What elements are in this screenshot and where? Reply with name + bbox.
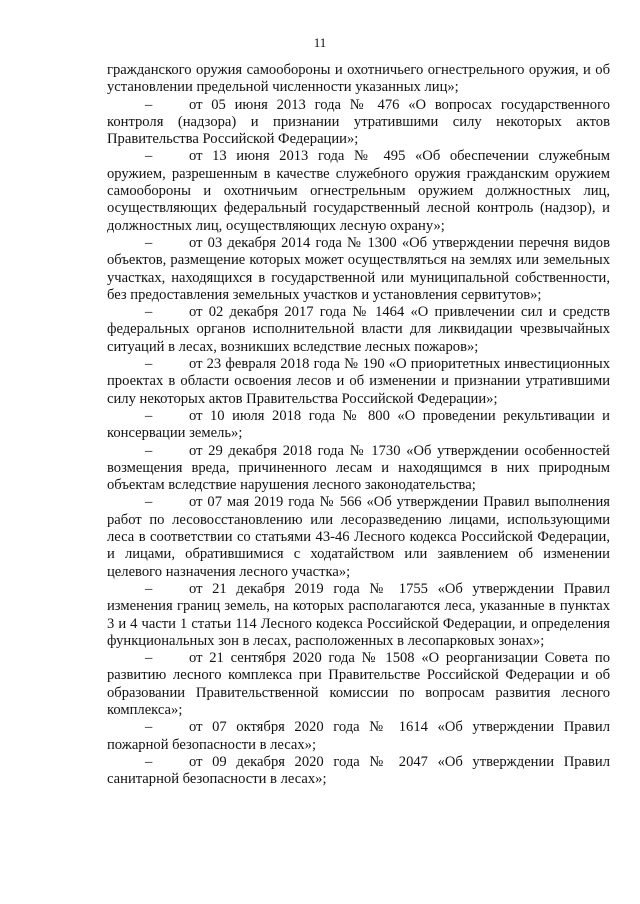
list-dash: –: [145, 580, 153, 597]
decree-list: [107, 97, 610, 789]
decree-list-item: [107, 304, 610, 356]
decree-text: от 09 декабря 2020 года № 2047 «Об утверждении Правил санитарной безопасности в лесах»;: [107, 753, 610, 788]
list-dash: –: [145, 719, 153, 736]
decree-list-item: [107, 148, 610, 234]
decree-text: от 21 сентября 2020 года № 1508 «О реорганизации Совета по развитию лесного комплекса при Правительстве Российской Федерации и об образовании Правительственной комиссии по вопросам развития лесного комплекса»;: [107, 650, 610, 718]
decree-text: от 29 декабря 2018 года № 1730 «Об утверждении особенностей возмещения вреда, причиненного лесам и находящимся в них природным объектам вследствие нарушения лесного законодательства;: [107, 442, 610, 494]
list-dash: –: [145, 650, 153, 667]
list-dash: –: [145, 753, 153, 770]
decree-text: от 07 мая 2019 года № 566 «Об утверждении Правил выполнения работ по лесовосстановлению или лесоразведению лицами, использующими леса в соответствии со статьями 43-46 Лесного кодекса Российской Федерации, и лицами, обратившимися с ходатайством или заявлением об изменении целевого назначения лесного участка»;: [107, 494, 610, 580]
decree-list-item: [107, 235, 610, 304]
decree-list-item: [107, 719, 610, 754]
list-dash: –: [145, 356, 153, 373]
decree-list-item: [107, 443, 610, 495]
decree-text: от 05 июня 2013 года № 476 «О вопросах государственного контроля (надзора) и признании утратившими силу некоторых актов Правительства Российской Федерации»;: [107, 96, 610, 148]
intro-paragraph: гражданского оружия самообороны и охотничьего огнестрельного оружия, и об установлении предельной численности указанных лиц»;: [107, 62, 610, 96]
list-dash: –: [145, 442, 153, 459]
list-dash: –: [145, 234, 153, 251]
decree-list-item: [107, 408, 610, 443]
list-dash: –: [145, 148, 153, 165]
decree-list-item: [107, 581, 610, 650]
decree-text: от 07 октября 2020 года № 1614 «Об утверждении Правил пожарной безопасности в лесах»;: [107, 719, 610, 753]
list-dash: –: [145, 304, 153, 321]
list-dash: –: [145, 494, 153, 511]
document-body: [107, 62, 610, 788]
decree-text: от 03 декабря 2014 года № 1300 «Об утверждении перечня видов объектов, размещение которых может осуществляться на землях или земельных участках, находящихся в государственной или муниципальной собственности, без предоставления земельных участков и установления сервитутов»;: [107, 234, 610, 303]
decree-list-item: [107, 356, 610, 408]
decree-list-item: [107, 494, 610, 580]
decree-text: от 21 декабря 2019 года № 1755 «Об утверждении Правил изменения границ земель, на которых располагаются леса, указанные в пунктах 3 и 4 части 1 статьи 114 Лесного кодекса Российской Федерации, и определения функциональных зон в лесах, расположенных в лесопарковых зонах»;: [107, 580, 610, 649]
decree-text: от 10 июля 2018 года № 800 «О проведении рекультивации и консервации земель»;: [107, 407, 610, 442]
decree-list-item: [107, 97, 610, 149]
decree-text: от 13 июня 2013 года № 495 «Об обеспечении служебным оружием, разрешенным в качестве служебного оружия гражданским оружием самообороны и охотничьим огнестрельным оружием должностных лиц, осуществляющих федеральный государственный лесной контроль (надзор), и должностных лиц, осуществляющих лесную охрану»;: [107, 148, 610, 234]
list-dash: –: [145, 96, 153, 113]
decree-text: от 02 декабря 2017 года № 1464 «О привлечении сил и средств федеральных органов исполнительной власти для ликвидации чрезвычайных ситуаций в лесах, возникших вследствие лесных пожаров»;: [107, 304, 610, 355]
decree-list-item: [107, 754, 610, 789]
page-number: 11: [313, 35, 327, 50]
decree-list-item: [107, 650, 610, 719]
decree-text: от 23 февраля 2018 года № 190 «О приоритетных инвестиционных проектах в области освоения лесов и об изменении и признании утратившими силу некоторых актов Правительства Российской Федерации»;: [107, 356, 610, 407]
list-dash: –: [145, 407, 153, 424]
